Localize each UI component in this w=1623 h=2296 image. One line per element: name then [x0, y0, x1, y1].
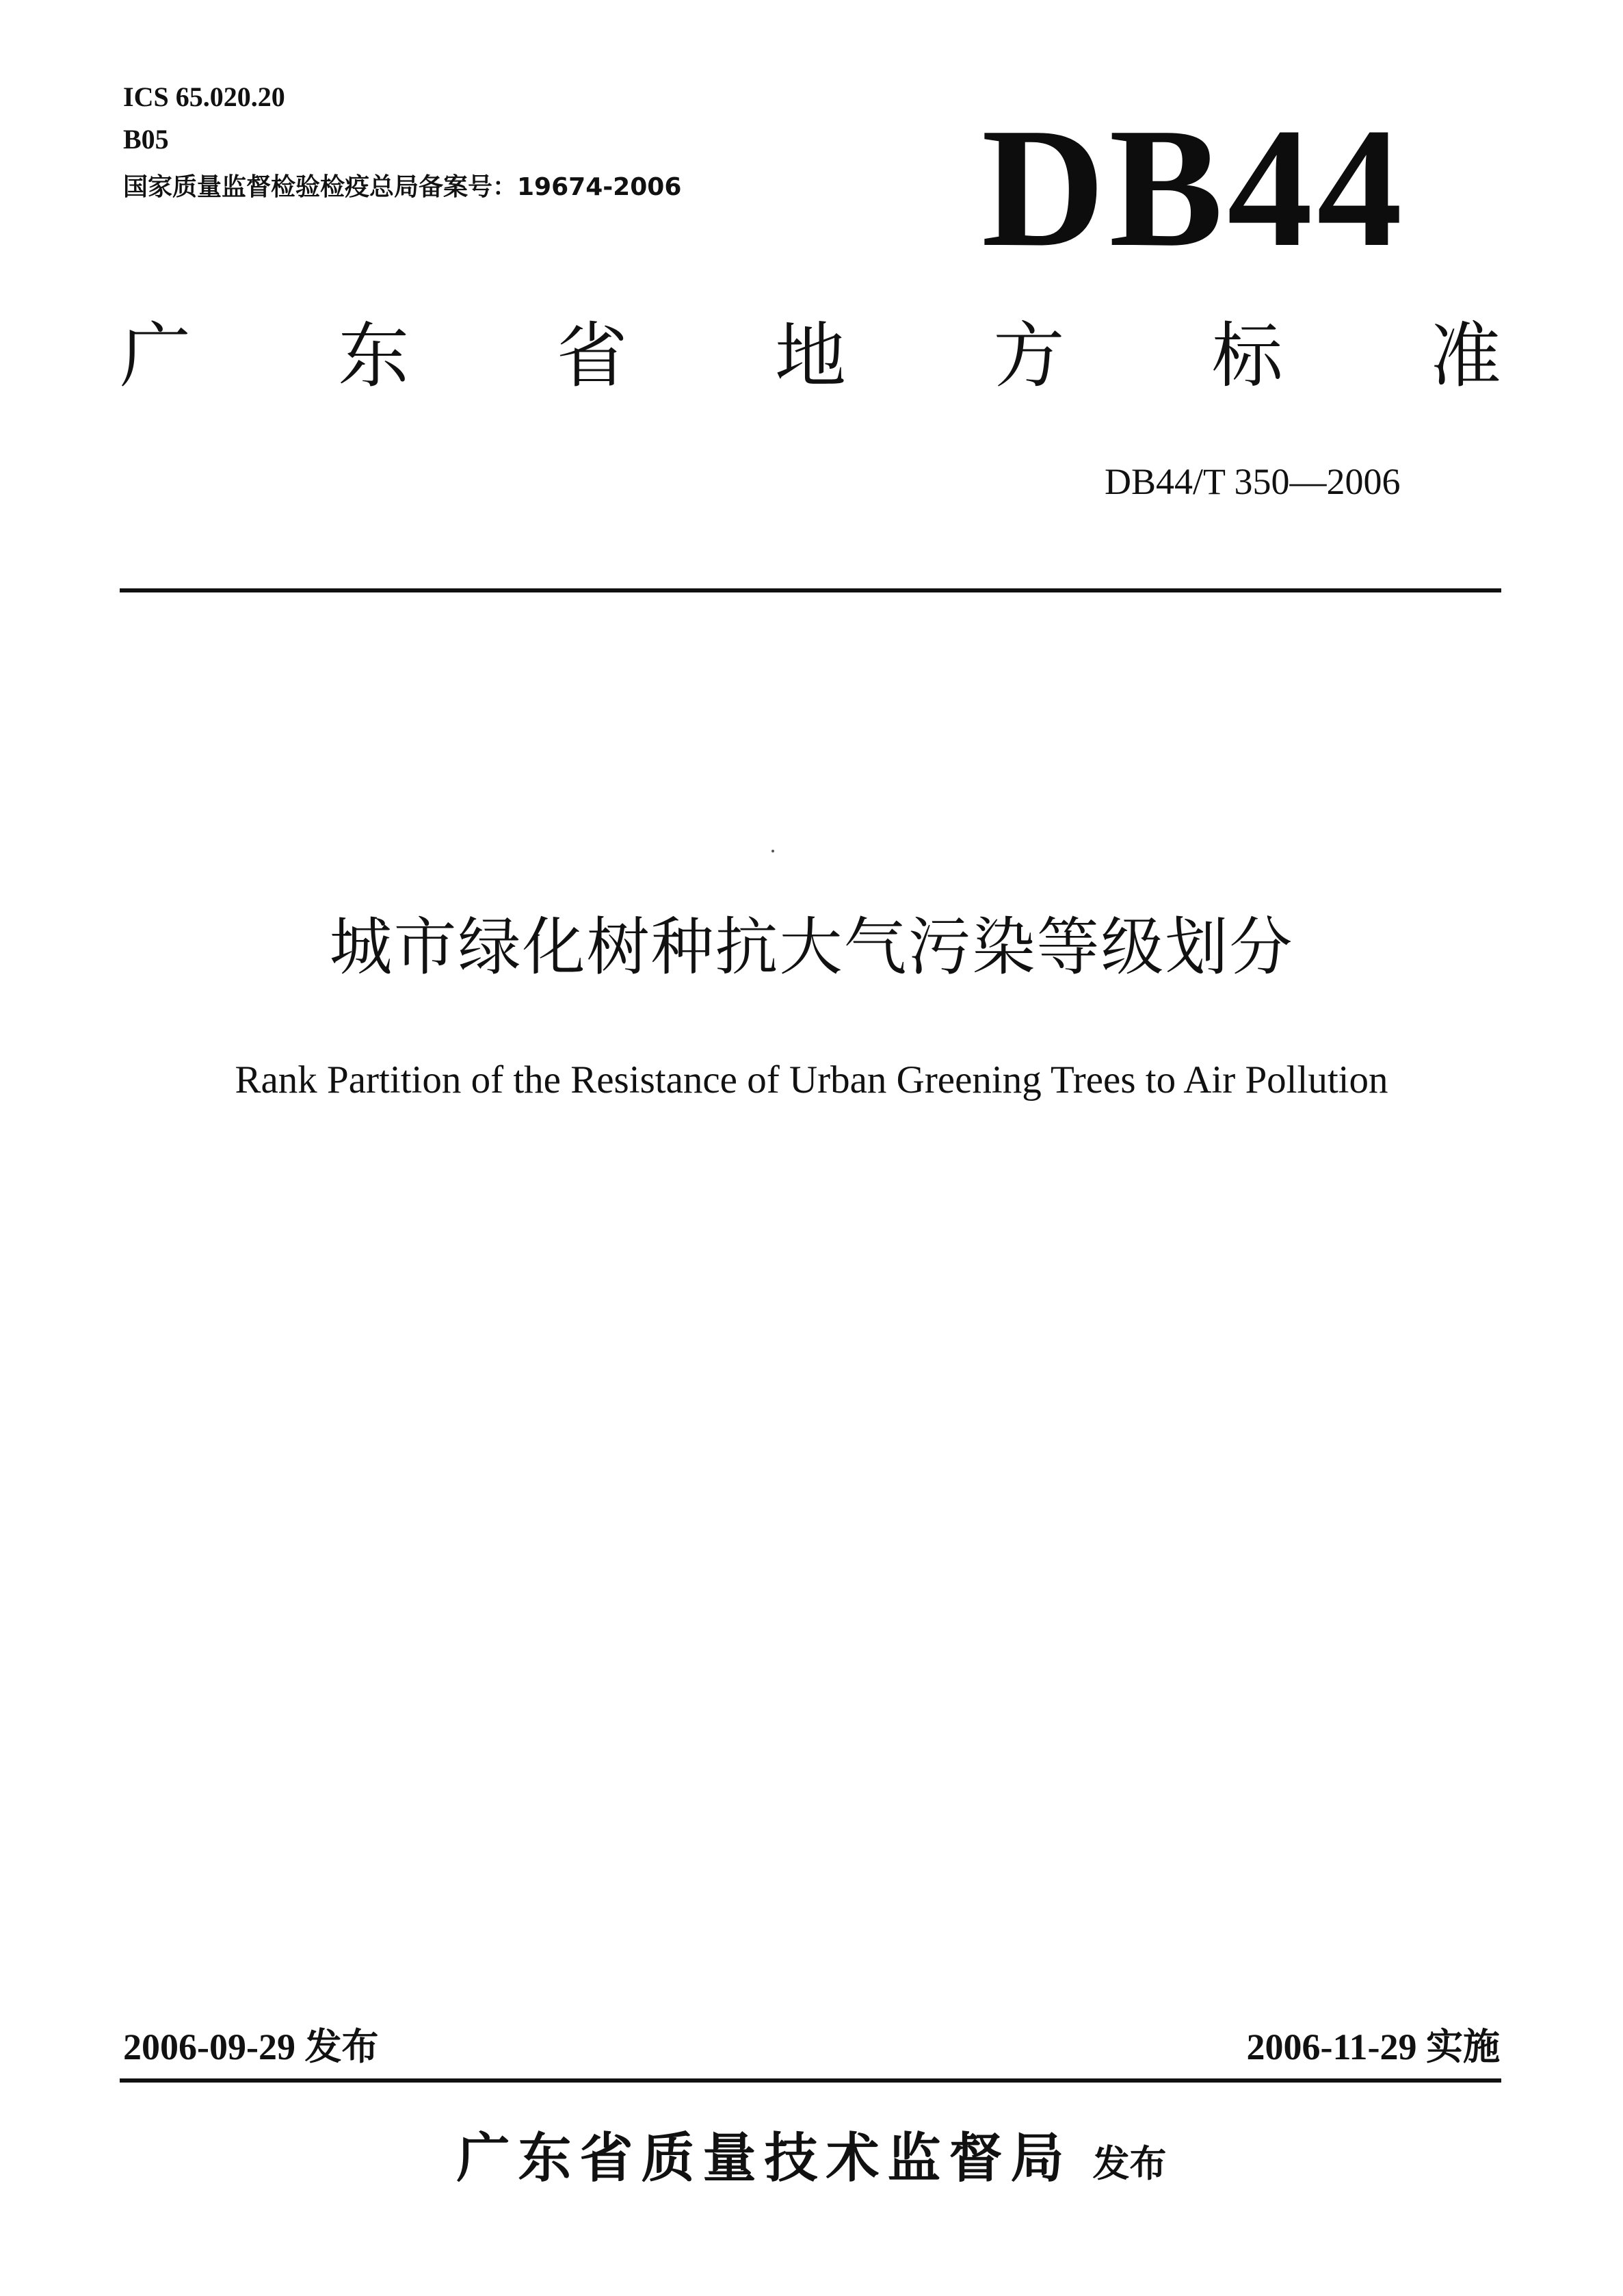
standard-type-char: 东	[338, 314, 410, 397]
standard-type-char: 省	[556, 314, 628, 397]
issuer-name: 广东省质量技术监督局	[456, 2128, 1072, 2189]
standard-type-char: 标	[1211, 314, 1283, 397]
standard-type-char: 方	[993, 314, 1065, 397]
document-title-chinese: 城市绿化树种抗大气污染等级划分	[329, 911, 1294, 984]
standard-type-heading	[120, 315, 1501, 397]
document-title-english: Rank Partition of the Resistance of Urban Greening Trees to Air Pollution	[235, 1058, 1388, 1101]
standard-number: DB44/T 350—2006	[1105, 461, 1401, 502]
filing-number: 国家质量监督检验检疫总局备案号：19674-2006	[123, 173, 682, 201]
ccs-code: B05	[123, 124, 169, 155]
db44-logo: DB44	[981, 93, 1407, 283]
standard-type-char: 广	[120, 314, 192, 397]
issuer-line	[0, 2124, 1623, 2198]
issuer-suffix: 发布	[1092, 2142, 1167, 2185]
ics-code: ICS 65.020.20	[123, 81, 285, 112]
issue-date: 2006-09-29 发布	[123, 2026, 379, 2067]
top-divider	[120, 588, 1501, 592]
standard-type-char: 准	[1429, 314, 1501, 397]
implementation-date: 2006-11-29 实施	[1246, 2026, 1500, 2067]
standard-type-char: 地	[774, 314, 846, 397]
bottom-divider	[120, 2078, 1501, 2083]
scan-speck	[771, 850, 774, 852]
